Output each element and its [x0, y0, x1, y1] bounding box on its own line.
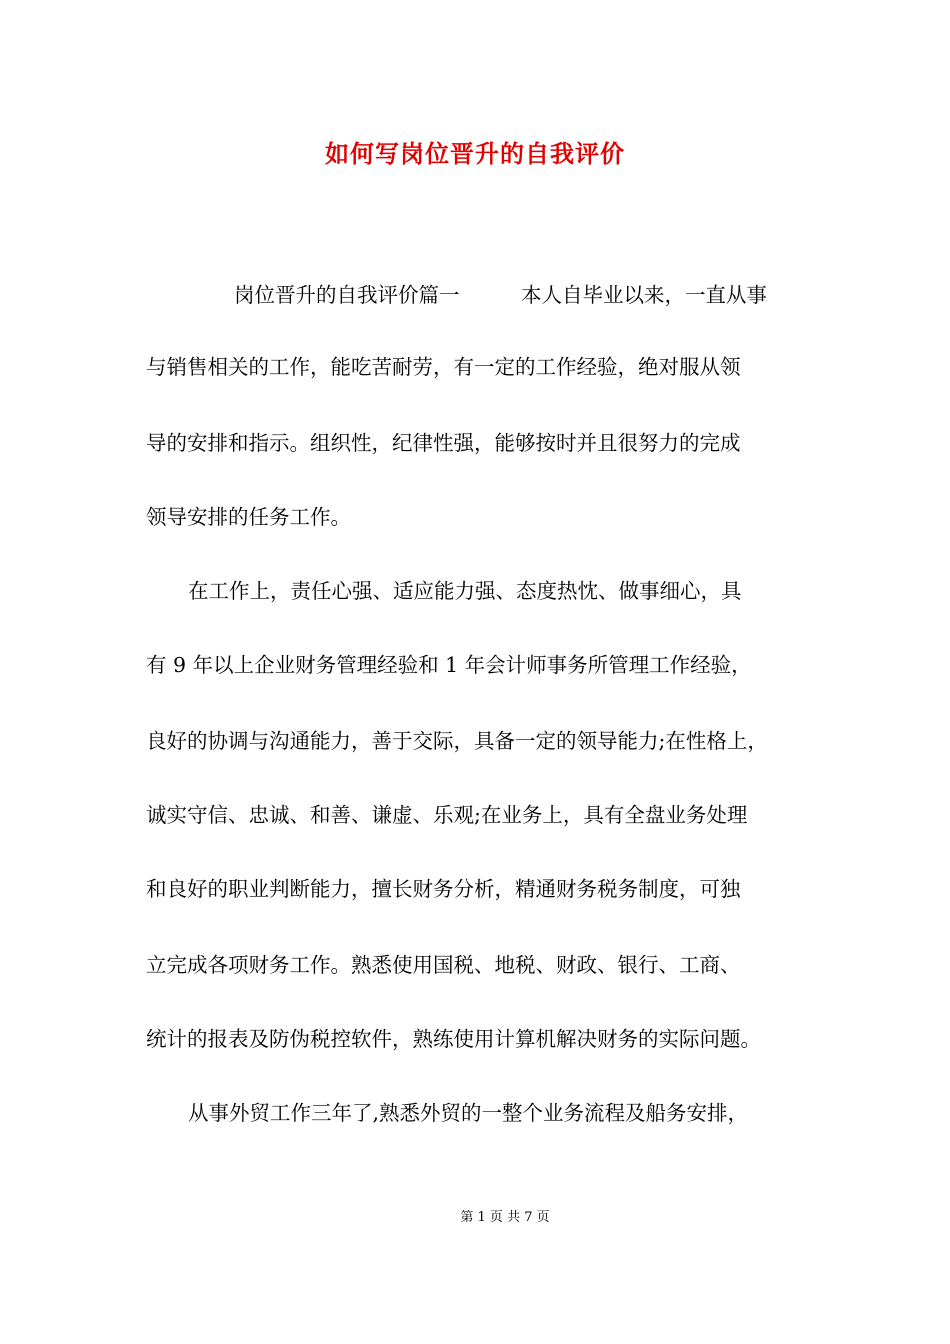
- text-line-3: 导的安排和指示。组织性，纪律性强，能够按时并且很努力的完成: [146, 431, 741, 455]
- text-line-8: 诚实守信、忠诚、和善、谦虚、乐观;在业务上，具有全盘业务处理: [146, 803, 748, 827]
- text-line-7: 良好的协调与沟通能力，善于交际，具备一定的领导能力;在性格上，: [146, 729, 768, 753]
- text-line-10: 立完成各项财务工作。熟悉使用国税、地税、财政、银行、工商、: [146, 953, 741, 977]
- text-line-9: 和良好的职业判断能力，擅长财务分析，精通财务税务制度，可独: [146, 877, 741, 901]
- text-line-2: 与销售相关的工作，能吃苦耐劳，有一定的工作经验，绝对服从领: [146, 355, 741, 379]
- page-footer: 第 1 页 共 7 页: [460, 1210, 550, 1225]
- text-line-5: 在工作上，责任心强、适应能力强、态度热忱、做事细心，具: [188, 579, 742, 603]
- text-line-12: 从事外贸工作三年了,熟悉外贸的一整个业务流程及船务安排，: [188, 1101, 749, 1125]
- text-line-6: 有 9 年以上企业财务管理经验和 1 年会计师事务所管理工作经验，: [146, 653, 752, 677]
- text-line-11: 统计的报表及防伪税控软件，熟练使用计算机解决财务的实际问题。: [146, 1027, 761, 1051]
- text-line-1: 岗位晋升的自我评价篇一 本人自毕业以来，一直从事: [234, 283, 767, 307]
- document-title: 如何写岗位晋升的自我评价: [325, 139, 625, 168]
- text-line-4: 领导安排的任务工作。: [146, 505, 351, 529]
